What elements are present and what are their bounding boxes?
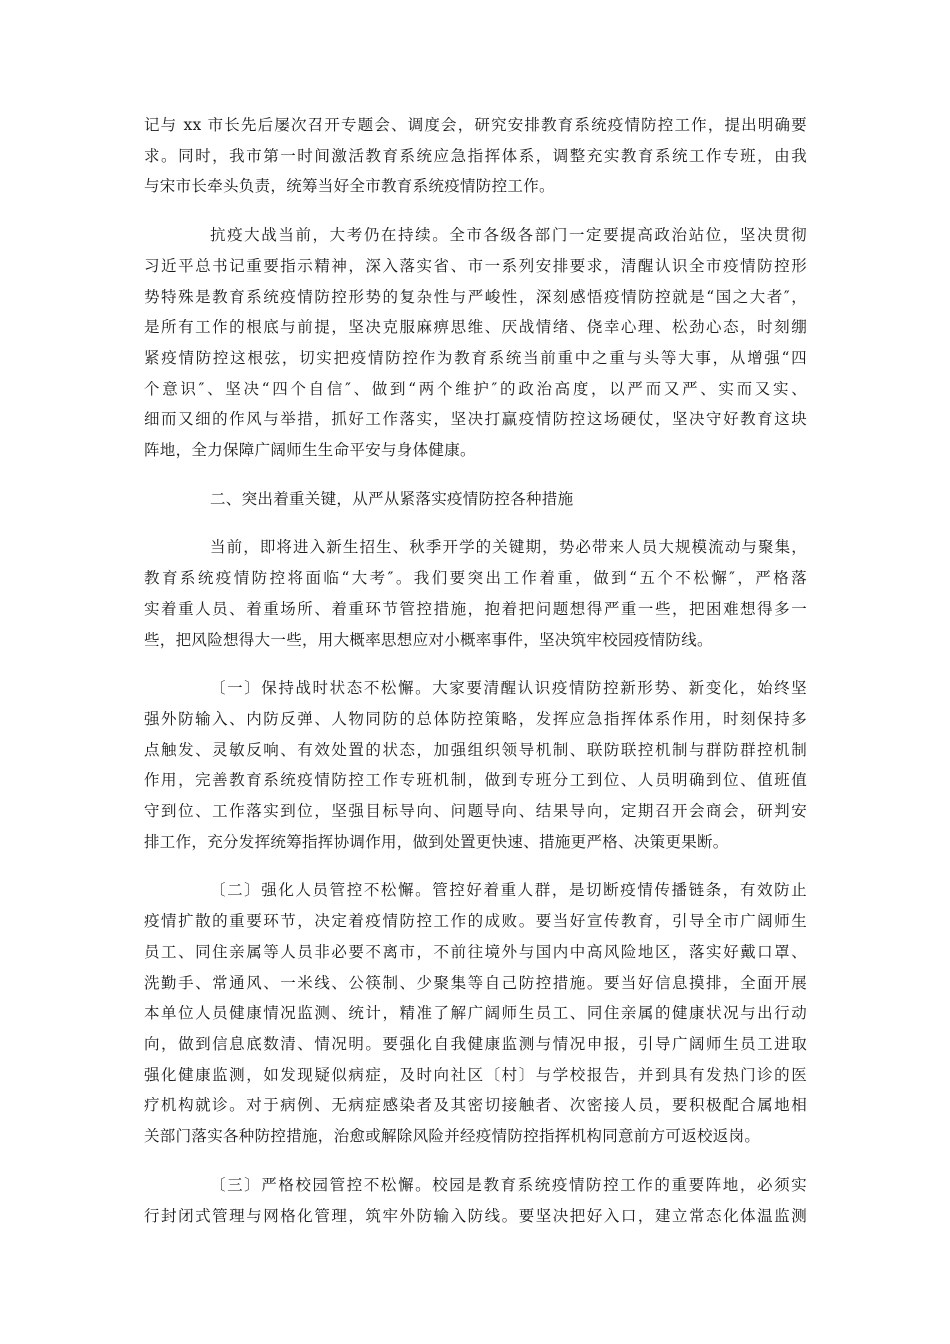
paragraph-intro-continued: [144, 110, 807, 202]
paragraph-anti-epidemic: [144, 220, 807, 466]
text-line: 紧疫情防控这根弦，切实把疫情防控作为教育系统当前重中之重与头等大事，从增强“四: [144, 348, 807, 367]
text-line: 实着重人员、着重场所、着重环节管控措施，抱着把问题想得严重一些，把困难想得多一: [144, 599, 807, 618]
text-line: 〔三〕严格校园管控不松懈。校园是教育系统疫情防控工作的重要阵地，必须实: [210, 1175, 807, 1194]
text-line: 强化健康监测，如发现疑似病症，及时向社区〔村〕与学校报告，并到具有发热门诊的医: [144, 1065, 807, 1084]
text-line: 疗机构就诊。对于病例、无病症感染者及其密切接触者、次密接人员，要积极配合属地相: [144, 1096, 807, 1115]
text-line: 习近平总书记重要指示精神，深入落实省、市一系列安排要求，清醒认识全市疫情防控形: [144, 256, 807, 275]
text-line: 细而又细的作风与举措，抓好工作落实，坚决打赢疫情防控这场硬仗，坚决守好教育这块: [144, 410, 807, 429]
text-line: 当前，即将进入新生招生、秋季开学的关键期，势必带来人员大规模流动与聚集，: [210, 538, 807, 557]
text-line: 向，做到信息底数清、情况明。要强化自我健康监测与情况申报，引导广阔师生员工进取: [144, 1034, 807, 1053]
text-line: 阵地，全力保障广阔师生生命平安与身体健康。: [144, 441, 476, 460]
text-line: 教育系统疫情防控将面临“大考″。我们要突出工作着重，做到“五个不松懈″，严格落: [144, 569, 807, 588]
text-line: 作用，完善教育系统疫情防控工作专班机制，做到专班分工到位、人员明确到位、值班值: [144, 771, 807, 790]
text-line: 强外防输入、内防反弹、人物同防的总体防控策略，发挥应急指挥体系作用，时刻保持多: [144, 709, 807, 728]
text-line: 〔二〕强化人员管控不松懈。管控好着重人群，是切断疫情传播链条，有效防止: [210, 881, 807, 900]
text-line: 与宋市长牵头负责，统筹当好全市教育系统疫情防控工作。: [144, 177, 555, 196]
text-line: 本单位人员健康情况监测、统计，精准了解广阔师生员工、同住亲属的健康状况与出行动: [144, 1004, 807, 1023]
text-line: 势特殊是教育系统疫情防控形势的复杂性与严峻性，深刻感悟疫情防控就是“国之大者″，: [144, 287, 807, 306]
text-line: 些，把风险想得大一些，用大概率思想应对小概率事件，坚决筑牢校园疫情防线。: [144, 630, 713, 649]
text-line: 记与 xx 市长先后屡次召开专题会、调度会，研究安排教育系统疫情防控工作，提出明确要: [144, 116, 807, 134]
text-line: 排工作，充分发挥统筹指挥协调作用，做到处置更快速、措施更严格、决策更果断。: [144, 832, 729, 851]
text-line: 疫情扩散的重要环节，决定着疫情防控工作的成败。要当好宣传教育，引导全市广阔师生: [144, 912, 807, 931]
text-line: 员工、同住亲属等人员非必要不离市，不前往境外与国内中高风险地区，落实好戴口罩、: [144, 942, 807, 961]
text-line: 行封闭式管理与网格化管理，筑牢外防输入防线。要坚决把好入口，建立常态化体温监测: [144, 1206, 807, 1225]
text-line: 求。同时，我市第一时间激活教育系统应急指挥体系，调整充实教育系统工作专班，由我: [144, 146, 807, 165]
paragraph-item-1: [144, 673, 807, 857]
text-line: 关部门落实各种防控措施，治愈或解除风险并经疫情防控指挥机构同意前方可返校返岗。: [144, 1127, 761, 1146]
text-line: 点触发、灵敏反响、有效处置的状态，加强组织领导机制、联防联控机制与群防群控机制: [144, 740, 807, 759]
document-page: [144, 110, 807, 1249]
text-line: 守到位、工作落实到位，坚强目标导向、问题导向、结果导向，定期召开会商会，研判安: [144, 802, 807, 821]
text-line: 是所有工作的根底与前提，坚决克服麻痹思维、厌战情绪、侥幸心理、松劲心态，时刻绷: [144, 318, 807, 337]
paragraph-current-period: [144, 532, 807, 655]
text-line: 抗疫大战当前，大考仍在持续。全市各级各部门一定要提高政治站位，坚决贯彻: [210, 226, 807, 245]
paragraph-item-3: [144, 1170, 807, 1231]
paragraph-item-2: [144, 875, 807, 1151]
text-line: 个意识″、坚决“四个自信″、做到“两个维护″的政治高度，以严而又严、实而又实、: [144, 379, 807, 398]
section-heading-text: 二、突出着重关键，从严从紧落实疫情防控各种措施: [210, 489, 574, 508]
section-heading-2: [144, 484, 807, 515]
text-line: 洗勤手、常通风、一米线、公筷制、少聚集等自己防控措施。要当好信息摸排，全面开展: [144, 973, 807, 992]
text-line: 〔一〕保持战时状态不松懈。大家要清醒认识疫情防控新形势、新变化，始终坚: [210, 679, 807, 698]
